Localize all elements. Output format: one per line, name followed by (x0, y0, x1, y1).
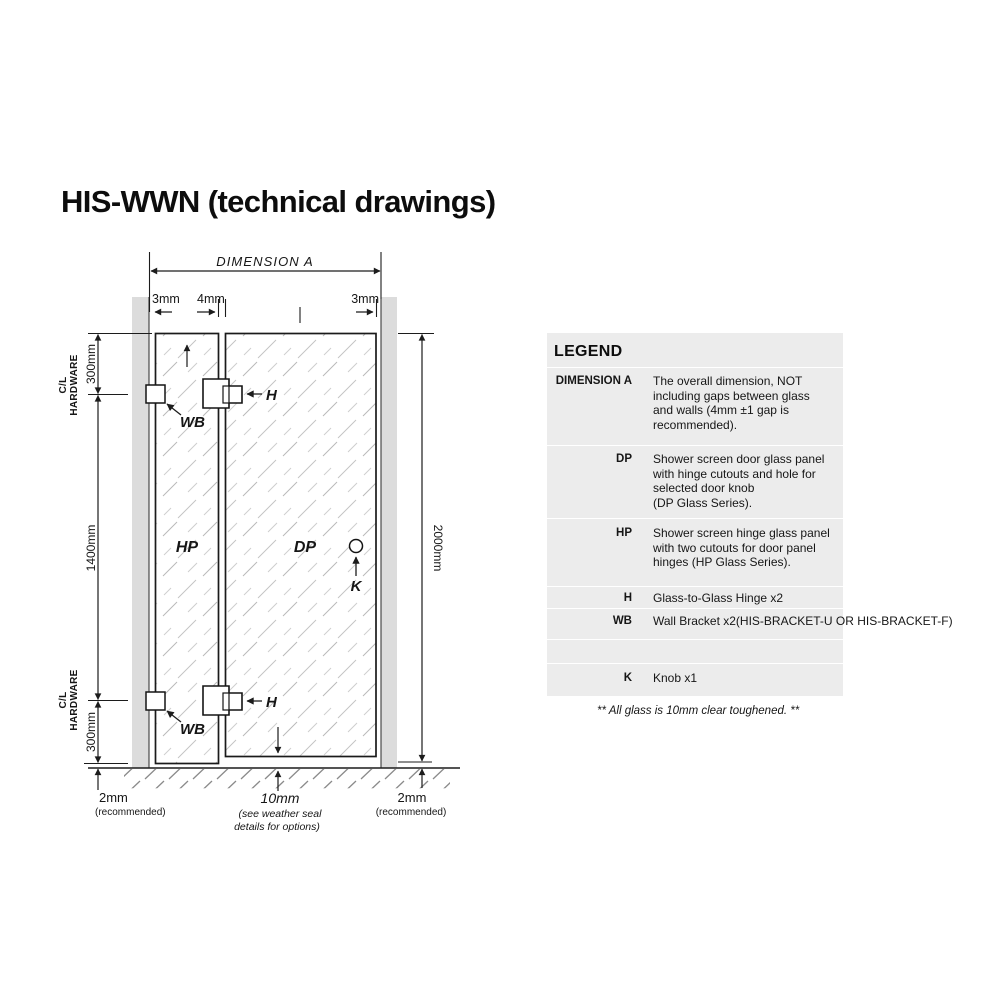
legend-panel (547, 333, 953, 696)
legend-key-spacer (547, 640, 632, 663)
cl-top-line1: C/L (58, 376, 69, 394)
cl-top-line2: HARDWARE (69, 354, 80, 416)
legend-row-dimension-a (547, 367, 843, 445)
legend-desc-line: with two cutouts for door panel (653, 540, 816, 555)
door-bottom-note1: (see weather seal (238, 808, 322, 820)
legend-row-h (547, 586, 843, 608)
right-wall (381, 297, 397, 768)
wall-bracket-top-label: WB (180, 414, 205, 431)
dp-panel-label: DP (293, 539, 317, 556)
door-bottom-gap-label: 10mm (260, 790, 300, 806)
legend-desc-line: recommended). (653, 417, 738, 432)
legend-desc-line: The overall dimension, NOT (653, 374, 803, 388)
glass-footnote: ** All glass is 10mm clear toughened. ** (597, 705, 800, 717)
dimension-a-label: DIMENSION A (216, 254, 314, 269)
floor-gap-right-note: (recommended) (375, 807, 447, 818)
legend-desc-line: Glass-to-Glass Hinge x2 (653, 591, 784, 605)
legend-desc-line: Shower screen hinge glass panel (653, 526, 830, 540)
legend-desc-line: selected door knob (653, 481, 755, 495)
legend-row-wb (547, 608, 953, 639)
floor-hatching (124, 769, 450, 789)
legend-desc-line: with hinge cutouts and hole for (653, 466, 816, 481)
offset-bottom-label: 300mm (84, 711, 98, 753)
hinge-bottom-label: H (266, 694, 277, 711)
legend-desc-line: Wall Bracket x2(HIS-BRACKET-U OR HIS-BRACKET-F) (653, 614, 953, 628)
floor-gap-left-note: (recommended) (95, 807, 166, 818)
legend-desc-wb (653, 614, 953, 639)
cl-bottom-line1: C/L (58, 691, 69, 709)
legend-desc-line: Shower screen door glass panel (653, 452, 825, 466)
wall-bracket-bottom (146, 692, 165, 710)
legend-desc-line: including gaps between glass (653, 388, 810, 403)
gap-right-label: 3mm (351, 292, 379, 306)
gap-left-label: 3mm (152, 292, 180, 306)
hinge-top-clamp (223, 386, 229, 403)
hinge-spacing-label: 1400mm (84, 524, 98, 572)
legend-desc-h (653, 591, 783, 608)
legend-row-k (547, 663, 843, 696)
legend-row-hp (547, 518, 843, 586)
legend-desc-k (653, 671, 697, 696)
overall-height-label: 2000mm (431, 524, 445, 572)
legend-key-k: K (623, 672, 632, 684)
cl-bottom-line2: HARDWARE (69, 669, 80, 731)
legend-row-spacer (547, 639, 843, 663)
legend-key-dimension-a: DIMENSION A (555, 375, 632, 387)
page-title: HIS-WWN (technical drawings) (61, 184, 496, 219)
legend-heading: LEGEND (554, 343, 623, 360)
legend-desc-hp (653, 526, 830, 586)
gap-dimensions (152, 292, 379, 323)
legend-row-dp (547, 445, 843, 518)
wall-bracket-bottom-label: WB (180, 721, 205, 738)
legend-key-hp: HP (616, 527, 632, 539)
door-bottom-note2: details for options) (234, 821, 320, 833)
hinge-top-label: H (266, 387, 277, 404)
floor-gap-left-label: 2mm (99, 790, 128, 805)
legend-desc-line: Knob x1 (653, 671, 698, 685)
floor-gap-right-label: 2mm (397, 790, 427, 805)
offset-top-label: 300mm (84, 343, 98, 385)
knob-label: K (350, 578, 362, 595)
legend-desc-line: hinges (HP Glass Series). (653, 555, 791, 569)
legend-key-wb: WB (612, 615, 632, 627)
knob-circle (350, 540, 363, 553)
floor (88, 768, 460, 788)
legend-desc-line: (DP Glass Series). (653, 495, 753, 510)
dimension-a (150, 252, 382, 312)
gap-middle-label: 4mm (197, 292, 225, 306)
hp-panel-label: HP (175, 539, 199, 556)
legend-desc-dimension-a (653, 374, 810, 445)
wall-bracket-top (146, 385, 165, 403)
legend-desc-line: and walls (4mm ±1 gap is (653, 403, 789, 417)
hinge-bottom-clamp (223, 693, 229, 710)
legend-key-h: H (623, 592, 632, 604)
legend-key-dp: DP (616, 453, 632, 465)
legend-desc-dp (653, 452, 824, 518)
